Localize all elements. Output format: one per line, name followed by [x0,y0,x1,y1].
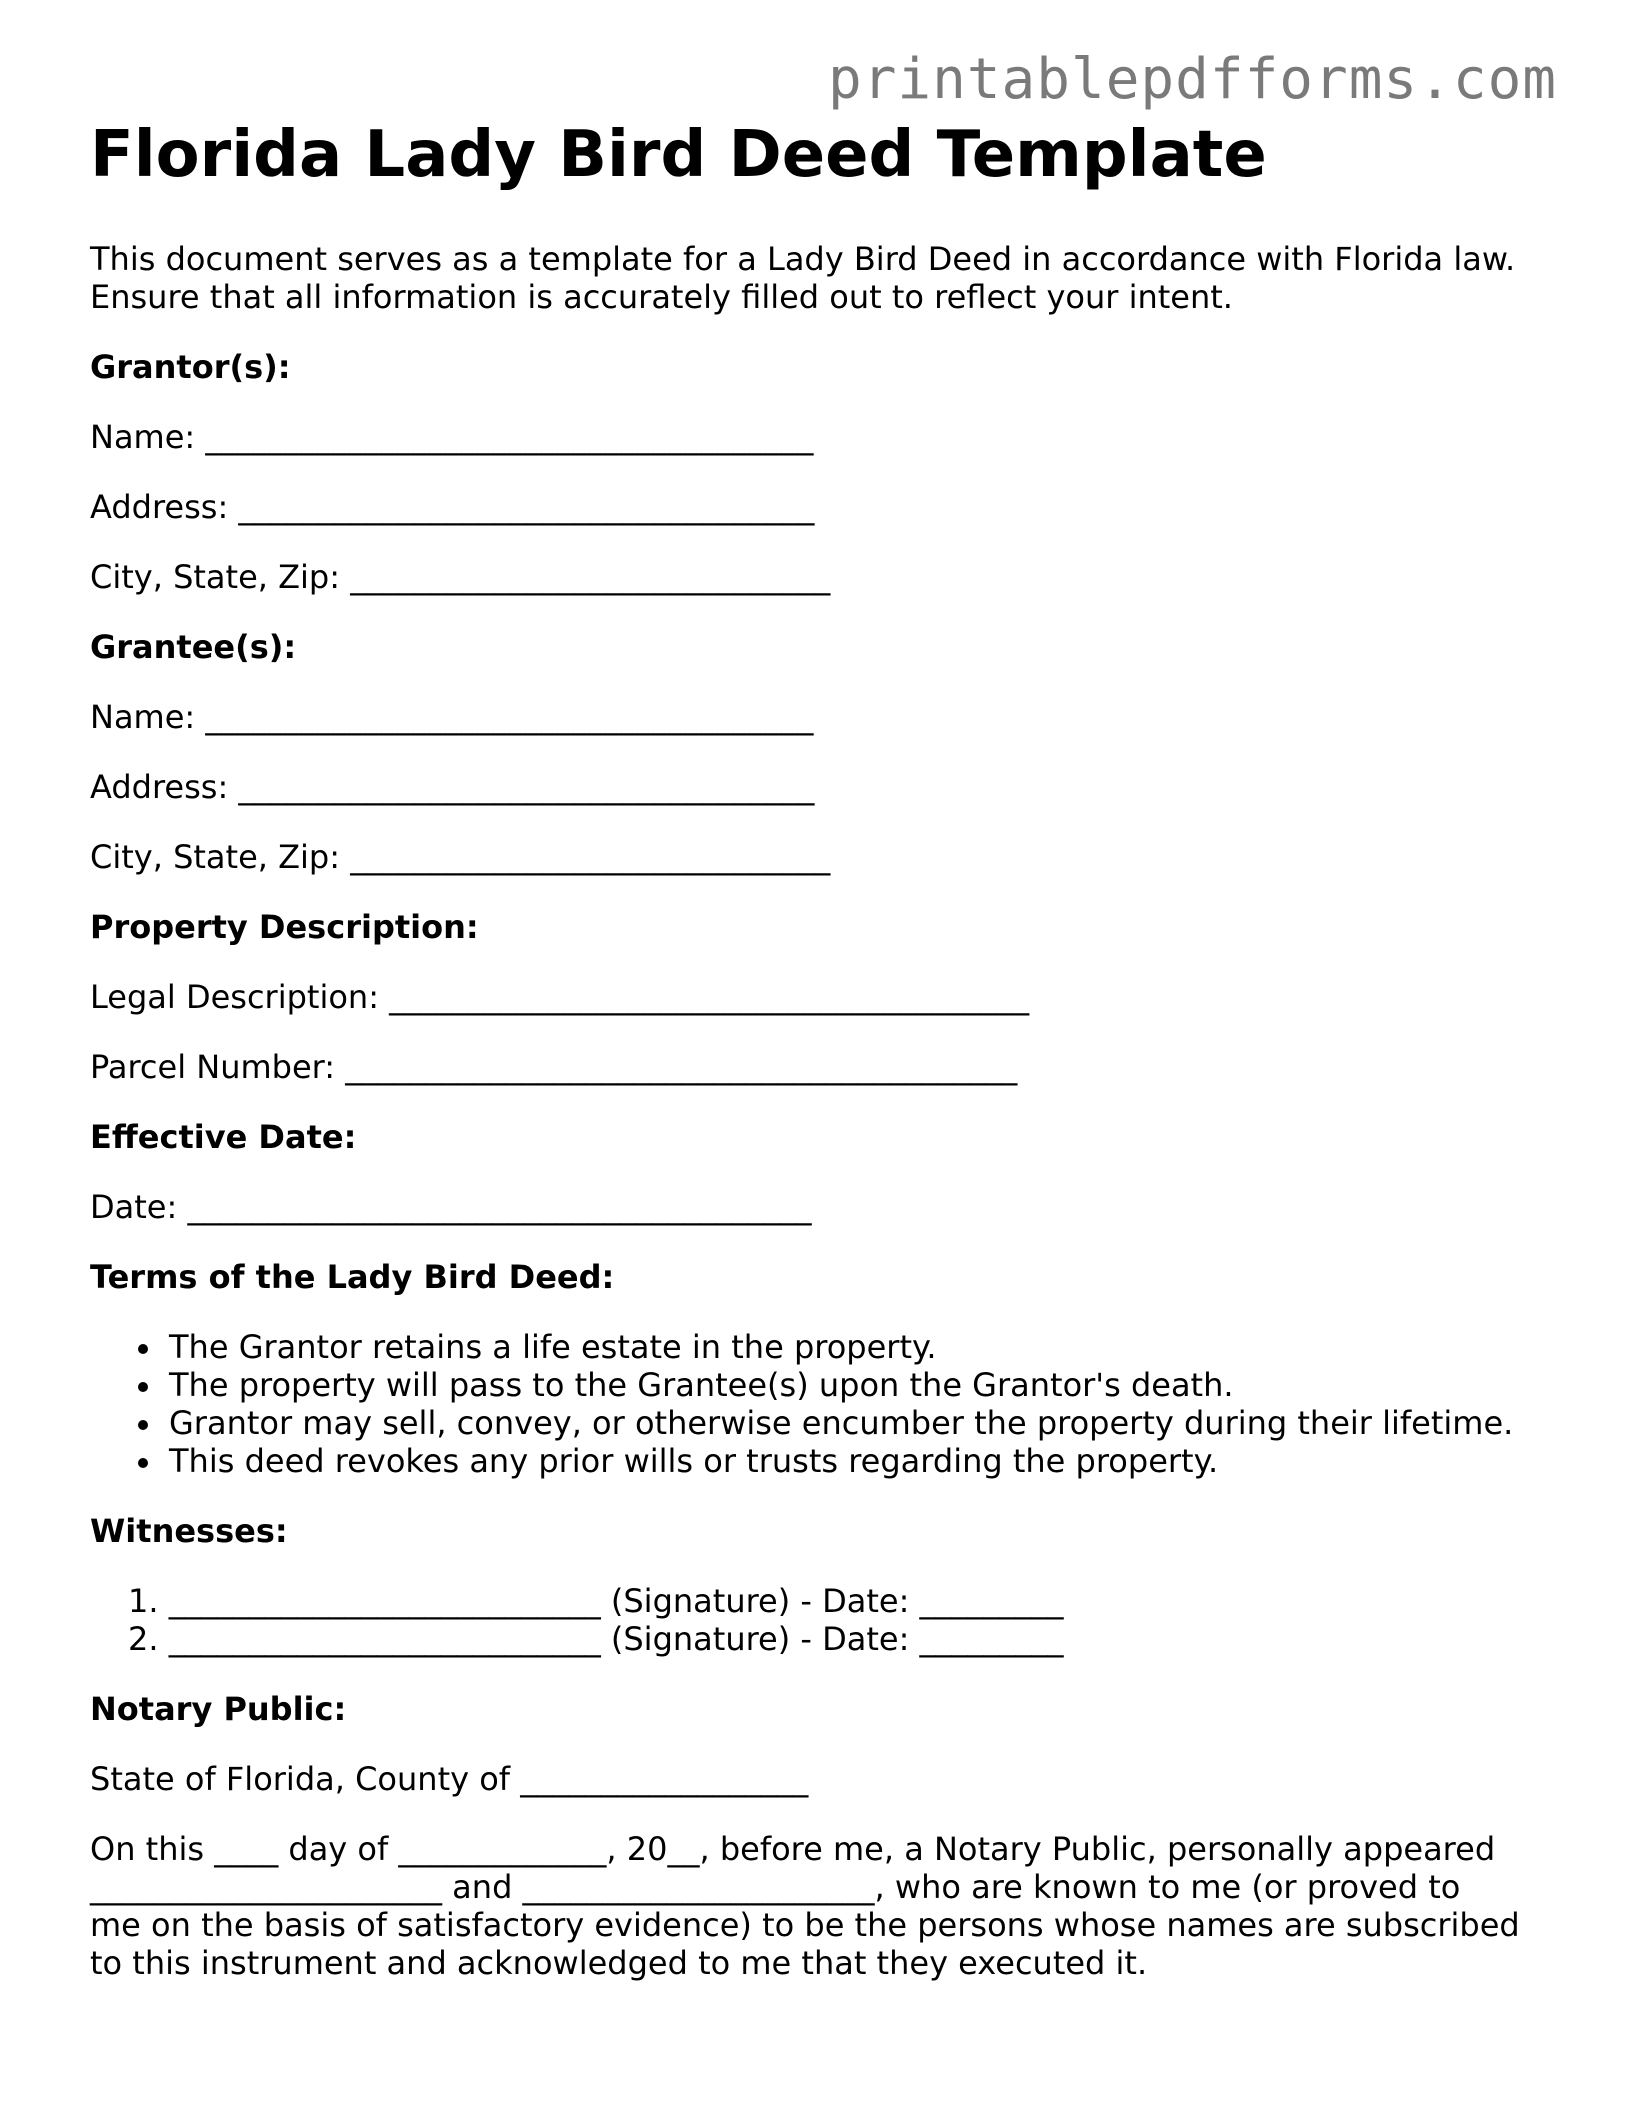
notary-acknowledgment-paragraph [90,1830,1560,1982]
page-title: Florida Lady Bird Deed Template [90,118,1267,192]
grantee-city-state-zip-field[interactable]: City, State, Zip: ______________________________ [90,838,831,876]
notary-line: ______________________ and ______________________, who are known to me (or proved to [90,1868,1461,1906]
terms-list-item: The Grantor retains a life estate in the property. [136,1328,1560,1366]
parcel-number-field[interactable]: Parcel Number: __________________________________________ [90,1048,1018,1086]
grantor-city-state-zip-field[interactable]: City, State, Zip: ______________________________ [90,558,831,596]
document-page [90,110,1560,1982]
witnesses-heading: Witnesses: [90,1512,288,1550]
notary-heading: Notary Public: [90,1690,347,1728]
witness-signature-line[interactable]: 1. ___________________________ (Signature) - Date: _________ [128,1582,1064,1620]
grantee-name-field[interactable]: Name: ______________________________________ [90,698,814,736]
terms-heading: Terms of the Lady Bird Deed: [90,1258,615,1296]
legal-description-field[interactable]: Legal Description: ________________________________________ [90,978,1030,1016]
intro-paragraph [90,240,1560,316]
witnesses-list [90,1582,1560,1658]
grantor-name-field[interactable]: Name: ______________________________________ [90,418,814,456]
notary-line: to this instrument and acknowledged to me that they executed it. [90,1944,1148,1982]
grantee-address-field[interactable]: Address: ____________________________________ [90,768,815,806]
notary-county-field[interactable]: State of Florida, County of __________________ [90,1760,809,1798]
notary-line: On this ____ day of _____________, 20__, before me, a Notary Public, personally appeared [90,1830,1496,1868]
grantee-heading: Grantee(s): [90,628,297,666]
watermark: printablepdfforms.com [827,47,1557,112]
intro-line: Ensure that all information is accurately filled out to reflect your intent. [90,278,1233,316]
witness-signature-line[interactable]: 2. ___________________________ (Signature) - Date: _________ [128,1620,1064,1658]
intro-line: This document serves as a template for a Lady Bird Deed in accordance with Florida law. [90,240,1516,278]
terms-list [90,1328,1560,1480]
terms-list-item: This deed revokes any prior wills or trusts regarding the property. [136,1442,1560,1480]
grantor-heading: Grantor(s): [90,348,291,386]
grantor-address-field[interactable]: Address: ____________________________________ [90,488,815,526]
terms-list-item: The property will pass to the Grantee(s) upon the Grantor's death. [136,1366,1560,1404]
notary-line: me on the basis of satisfactory evidence) to be the persons whose names are subscribed [90,1906,1520,1944]
effective-date-field[interactable]: Date: _______________________________________ [90,1188,812,1226]
terms-list-item: Grantor may sell, convey, or otherwise encumber the property during their lifetime. [136,1404,1560,1442]
property-description-heading: Property Description: [90,908,479,946]
effective-date-heading: Effective Date: [90,1118,357,1156]
